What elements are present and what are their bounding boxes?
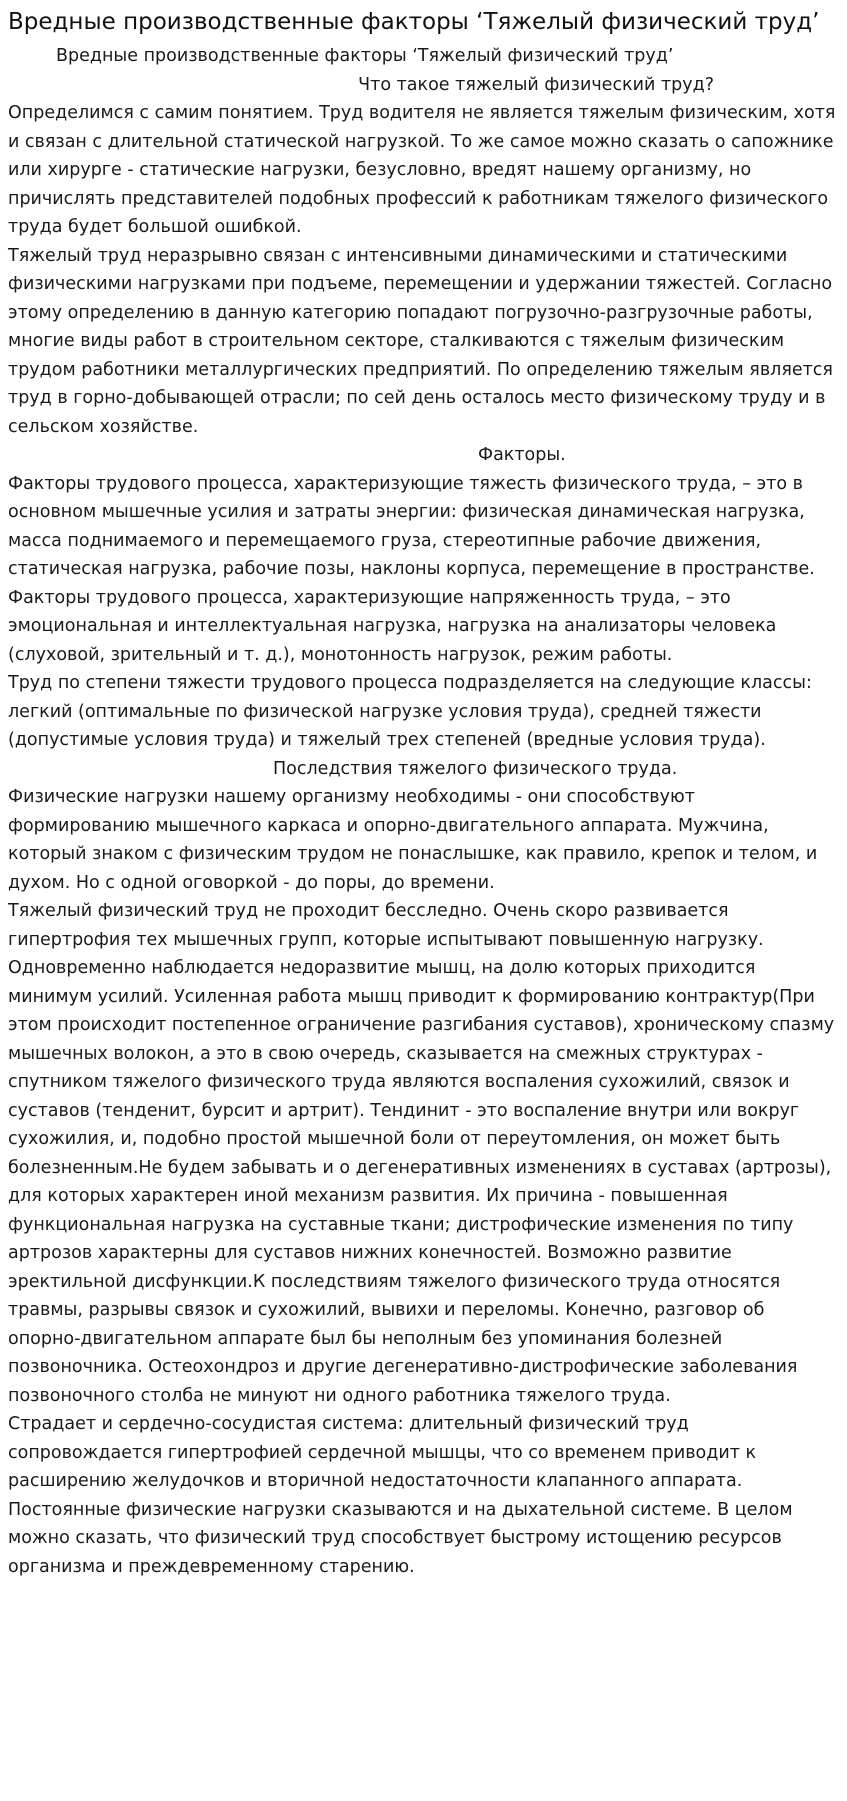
paragraph: Труд по степени тяжести трудового процесса подразделяется на следующие классы: легкий (оптимальные по физической нагрузке условия труда), средней тяжести (допустимые условия труда) и тяжелый трех степеней (вредные условия труда). <box>8 673 812 750</box>
document-title: Вредные производственные факторы ‘Тяжелый физический труд’ <box>56 46 674 66</box>
paragraph: Тяжелый физический труд не проходит бесследно. Очень скоро развивается гипертрофия тех мышечных групп, которые испытывают повышенную нагрузку. Одновременно наблюдается недоразвитие мышц, на долю которых приходится минимум усилий. Усиленная работа мышц приводит к формированию контрактур(При этом происходит постепенное ограничение разгибания суставов), хроническому спазму мышечных волокон, а это в свою очередь, сказывается на смежных структурах - спутником тяжелого физического труда являются воспаления сухожилий, связок и суставов (тенденит, бурсит и артрит). Тендинит - это воспаление внутри или вокруг сухожилия, и, подобно простой мышечной боли от переутомления, он может быть болезненным.Не будем забывать и о дегенеративных изменениях в суставах (артрозы), для которых характерен иной механизм развития. Их причина - повышенная функциональная нагрузка на суставные ткани; дистрофические изменения по типу артрозов характерны для суставов нижних конечностей. Возможно развитие эректильной дисфункции.К последствиям тяжелого физического труда относятся травмы, разрывы связок и сухожилий, вывихи и переломы. Конечно, разговор об опорно-двигательном аппарате был бы неполным без упоминания болезней позвоночника. Остеохондроз и другие дегенеративно-дистрофические заболевания позвоночного столба не минуют ни одного работника тяжелого труда. <box>8 901 835 1406</box>
paragraph: Факторы трудового процесса, характеризующие тяжесть физического труда, – это в основном мышечные усилия и затраты энергии: физическая динамическая нагрузка, масса поднимаемого и перемещаемого груза, стереотипные рабочие движения, статическая нагрузка, рабочие позы, наклоны корпуса, перемещение в пространстве. <box>8 473 815 579</box>
section-heading-what-is: Что такое тяжелый физический труд? <box>358 74 714 95</box>
section-heading-consequences: Последствия тяжелого физического труда. <box>273 758 678 779</box>
paragraph: Физические нагрузки нашему организму необходимы - они способствуют формированию мышечного каркаса и опорно-двигательного аппарата. Мужчина, который знаком с физическим трудом не понаслышке, как правило, крепок и телом, и духом. Но с одной оговоркой - до поры, до времени. <box>8 787 818 893</box>
article-body <box>8 42 839 1581</box>
page-title: Вредные производственные факторы ‘Тяжелый физический труд’ <box>8 9 820 35</box>
paragraph: Тяжелый труд неразрывно связан с интенсивными динамическими и статическими физическими нагрузками при подъеме, перемещении и удержании тяжестей. Согласно этому определению в данную категорию попадают погрузочно-разгрузочные работы, многие виды работ в строительном секторе, сталкиваются с тяжелым физическим трудом работники металлургических предприятий. По определению тяжелым является труд в горно-добывающей отрасли; по сей день осталось место физическому труду и в сельском хозяйстве. <box>8 245 833 437</box>
paragraph: Определимся с самим понятием. Труд водителя не является тяжелым физическим, хотя и связан с длительной статической нагрузкой. То же самое можно сказать о сапожнике или хирурге - статические нагрузки, безусловно, вредят нашему организму, но причислять представителей подобных профессий к работникам тяжелого физического труда будет большой ошибкой. <box>8 103 836 237</box>
paragraph: Страдает и сердечно-сосудистая система: длительный физический труд сопровождается гипертрофией сердечной мышцы, что со временем приводит к расширению желудочков и вторичной недостаточности клапанного аппарата. Постоянные физические нагрузки сказываются и на дыхательной системе. В целом можно сказать, что физический труд способствует быстрому истощению ресурсов организма и преждевременному старению. <box>8 1414 793 1577</box>
paragraph: Факторы трудового процесса, характеризующие напряженность труда, – это эмоциональная и интеллектуальная нагрузка, нагрузка на анализаторы человека (слуховой, зрительный и т. д.), монотонность нагрузок, режим работы. <box>8 587 777 665</box>
section-heading-factors: Факторы. <box>478 445 566 465</box>
